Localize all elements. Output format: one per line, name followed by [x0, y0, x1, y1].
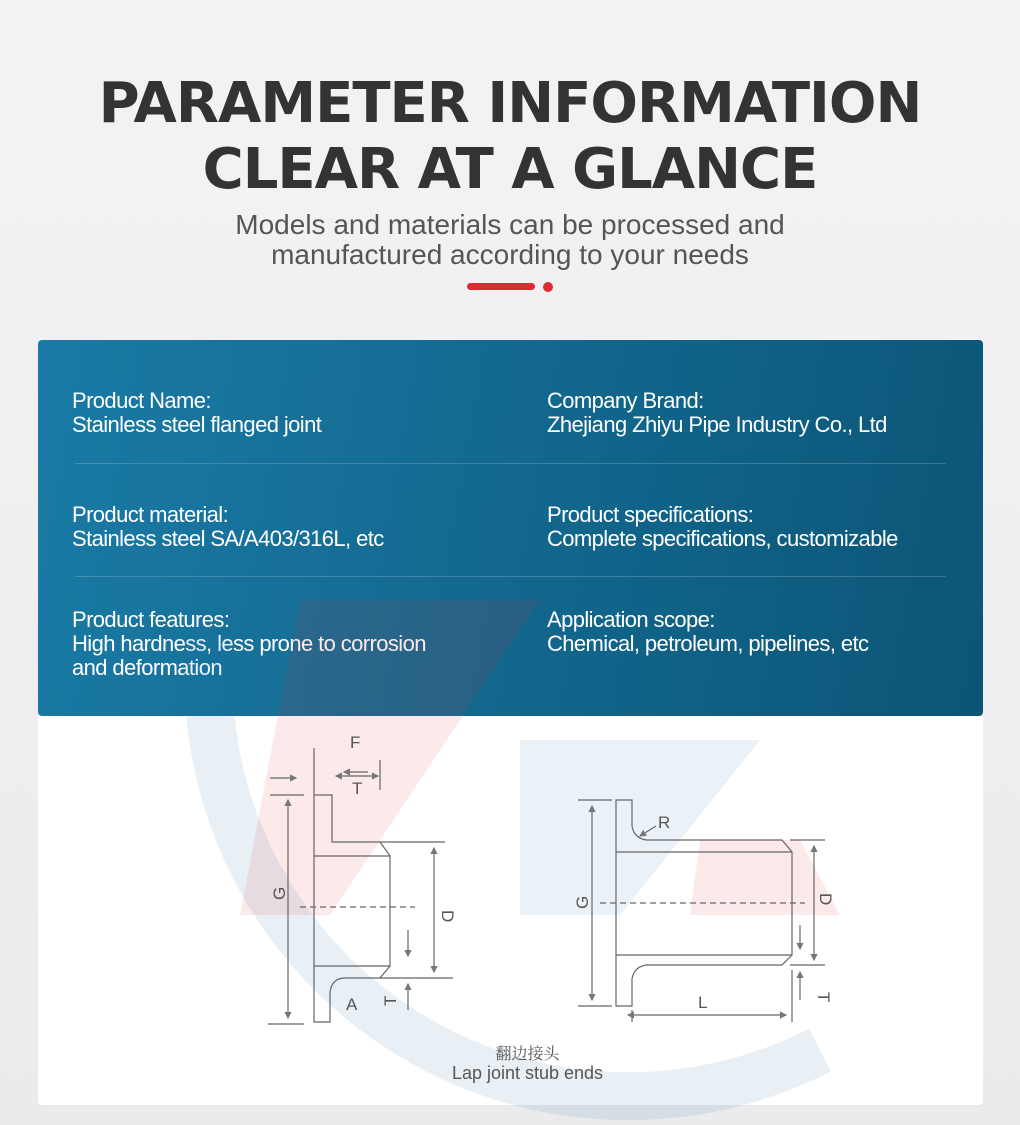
dim-label-a: A — [346, 995, 358, 1014]
diagram-caption-en: Lap joint stub ends — [451, 1063, 604, 1083]
page-title-line-1: PARAMETER INFORMATION — [98, 71, 922, 136]
spec-value: and deformation — [72, 655, 222, 680]
spec-value: Stainless steel SA/A403/316L, etc — [72, 526, 384, 551]
dim-label-d: D — [816, 893, 835, 906]
subtitle-line-2: manufactured according to your needs — [271, 239, 749, 270]
dim-label-d: D — [438, 910, 457, 923]
spec-value: Zhejiang Zhiyu Pipe Industry Co., Ltd — [547, 412, 887, 437]
right-stub-end-figure — [578, 800, 825, 1022]
spec-value: Chemical, petroleum, pipelines, etc — [547, 631, 869, 656]
diagram-caption-cn: 翻边接头 — [495, 1044, 560, 1063]
dim-label-g: G — [573, 895, 592, 909]
dim-label-t: T — [352, 779, 363, 798]
dim-label-l: L — [698, 993, 708, 1012]
dim-label-r: R — [658, 813, 671, 832]
page-title-line-2: CLEAR AT A GLANCE — [202, 137, 818, 202]
dim-label-t: T — [814, 992, 833, 1003]
spec-value: Complete specifications, customizable — [547, 526, 898, 551]
spec-label: Product material: — [72, 502, 229, 527]
spec-label: Product features: — [72, 607, 230, 632]
spec-value: Stainless steel flanged joint — [72, 412, 322, 437]
dim-label-t2: T — [381, 995, 400, 1006]
spec-label: Company Brand: — [547, 388, 704, 413]
spec-label: Product specifications: — [547, 502, 754, 527]
spec-label: Application scope: — [547, 607, 715, 632]
spec-value: High hardness, less prone to corrosion — [72, 631, 426, 656]
subtitle-line-1: Models and materials can be processed and — [235, 209, 785, 240]
dim-label-f: F — [350, 733, 361, 752]
spec-label: Product Name: — [72, 388, 211, 413]
dim-label-g: G — [270, 886, 289, 900]
